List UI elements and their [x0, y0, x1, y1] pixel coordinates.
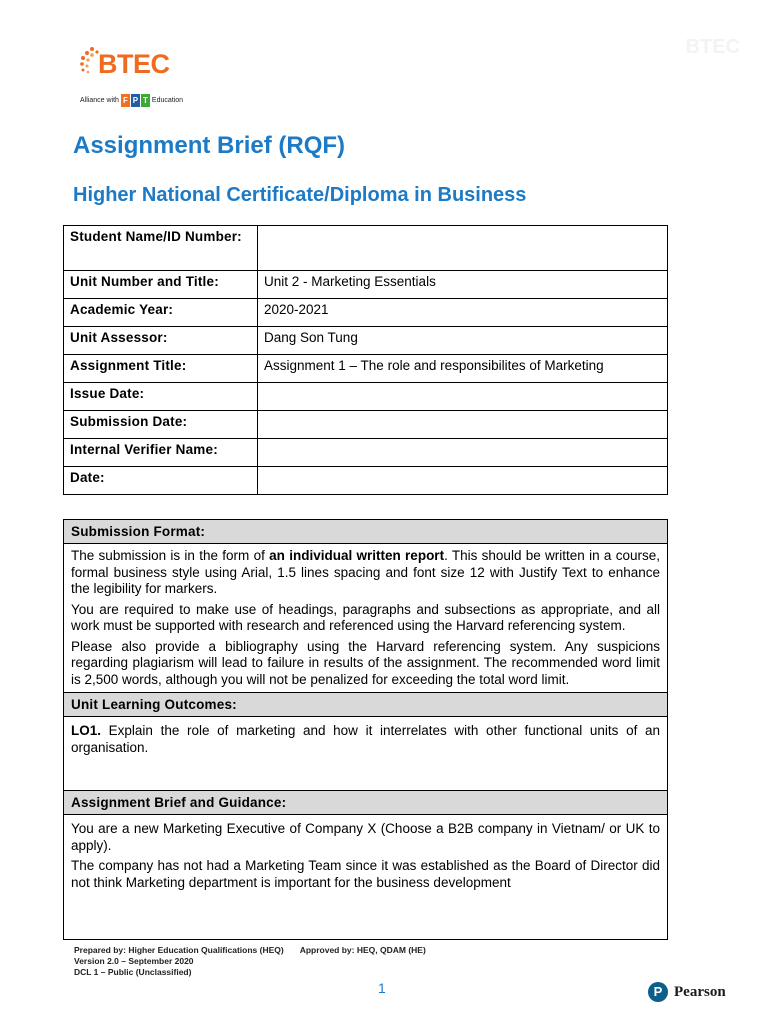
table-row — [64, 355, 668, 383]
alliance-text: Alliance with — [80, 97, 119, 104]
submission-format-body — [64, 544, 667, 693]
table-row — [64, 439, 668, 467]
assignment-info-table — [63, 225, 668, 495]
learning-outcomes-body — [64, 717, 667, 791]
document-footer — [74, 945, 426, 978]
guidance-paragraph: The company has not had a Marketing Team since it was established as the Board of Director did not think Marketing department is important for the business development — [71, 858, 660, 890]
info-label: Unit Number and Title: — [64, 271, 258, 299]
guidance-header: Assignment Brief and Guidance: — [64, 791, 667, 815]
info-label: Submission Date: — [64, 411, 258, 439]
info-value — [258, 467, 668, 495]
pearson-wordmark: Pearson — [674, 983, 726, 1000]
approved-by: Approved by: HEQ, QDAM (HE) — [299, 945, 426, 955]
info-label: Academic Year: — [64, 299, 258, 327]
page-title: Assignment Brief (RQF) — [73, 132, 346, 159]
pearson-logo — [648, 982, 726, 1002]
table-row — [64, 226, 668, 271]
alliance-line — [80, 94, 183, 107]
classification: DCL 1 – Public (Unclassified) — [74, 967, 192, 977]
btec-logo — [74, 42, 214, 108]
info-label: Date: — [64, 467, 258, 495]
info-value: Unit 2 - Marketing Essentials — [258, 271, 668, 299]
submission-paragraph: You are required to make use of headings, paragraphs and subsections as appropriate, and all work must be supported with research and referenced using the Harvard referencing system. — [71, 601, 660, 633]
table-row — [64, 467, 668, 495]
version-info: Version 2.0 – September 2020 — [74, 956, 194, 966]
btec-wordmark: BTEC — [98, 49, 170, 79]
table-row — [64, 299, 668, 327]
table-row — [64, 271, 668, 299]
info-value — [258, 439, 668, 467]
submission-format-header: Submission Format: — [64, 520, 667, 544]
submission-paragraph: The submission is in the form of an individual written report. This should be written in a course, formal business style using Arial, 1.5 lines spacing and font size 12 with Justify Text to enhance the legibility for markers. — [71, 548, 660, 596]
info-value: Assignment 1 – The role and responsibilites of Marketing — [258, 355, 668, 383]
table-row — [64, 383, 668, 411]
info-label: Internal Verifier Name: — [64, 439, 258, 467]
pearson-icon: P — [648, 982, 668, 1002]
btec-dots-icon — [78, 46, 100, 76]
education-text: Education — [151, 97, 184, 104]
info-value — [258, 411, 668, 439]
learning-outcomes-header: Unit Learning Outcomes: — [64, 693, 667, 717]
learning-outcome: LO1. Explain the role of marketing and how it interrelates with other functional units of an organisation. — [71, 723, 660, 755]
info-value: 2020-2021 — [258, 299, 668, 327]
page-number: 1 — [378, 980, 386, 996]
info-label: Issue Date: — [64, 383, 258, 411]
info-label: Student Name/ID Number: — [64, 226, 258, 271]
submission-paragraph: Please also provide a bibliography using the Harvard referencing system. Any suspicions regarding plagiarism will lead to failure in results of the assignment. The recommended word limit is 2,500 words, although you will not be penalized for exceeding the total word limit. — [71, 638, 660, 687]
prepared-by: Prepared by: Higher Education Qualifications (HEQ) — [74, 945, 284, 955]
page-subtitle: Higher National Certificate/Diploma in Business — [73, 184, 527, 206]
info-label: Assignment Title: — [64, 355, 258, 383]
guidance-paragraph: You are a new Marketing Executive of Company X (Choose a B2B company in Vietnam/ or UK to apply). — [71, 821, 660, 853]
info-value — [258, 226, 668, 271]
fpt-logo: F P T — [121, 94, 150, 107]
guidance-body — [64, 815, 667, 899]
info-value: Dang Son Tung — [258, 327, 668, 355]
info-value — [258, 383, 668, 411]
info-label: Unit Assessor: — [64, 327, 258, 355]
brief-details-box — [63, 519, 668, 940]
watermark: BTEC — [685, 36, 740, 58]
table-row — [64, 411, 668, 439]
table-row — [64, 327, 668, 355]
